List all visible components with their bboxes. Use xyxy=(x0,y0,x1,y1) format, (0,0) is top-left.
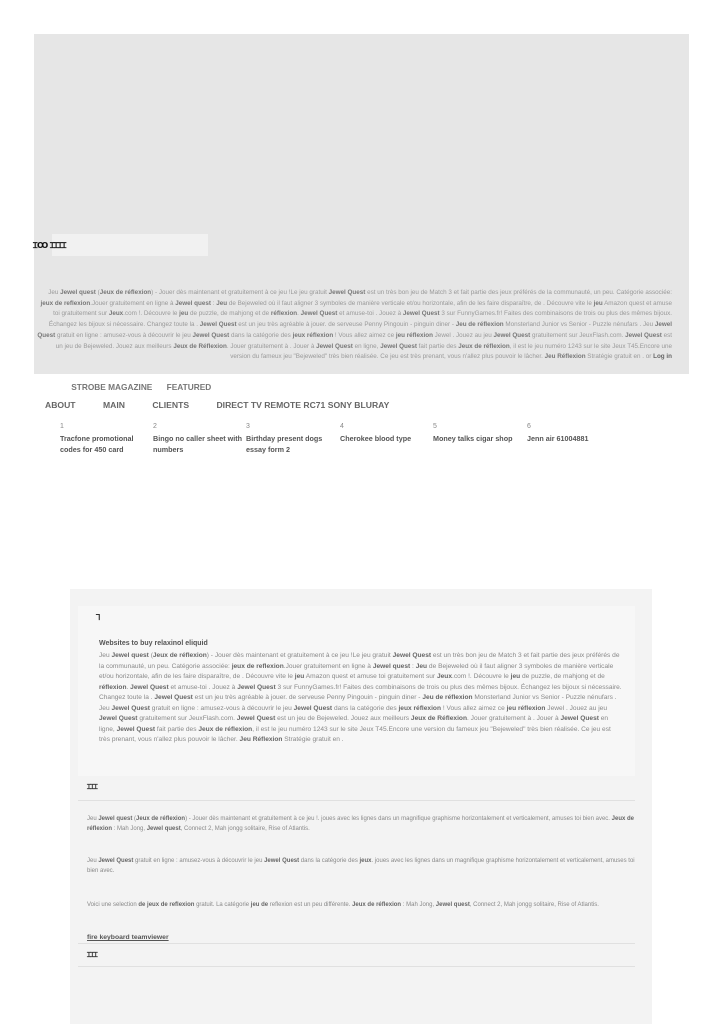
keyword: Jeu de réflexion xyxy=(455,321,504,329)
paragraph-1: Jeu Jewel quest (Jeux de réflexion) - Jouer dès maintenant et gratuitement à ce jeu !. joues avec les lignes dans un magnifique graphisme horizontalement et verticalement, amuses toi bien avec. Jeux de réflexion : Mah Jong, Jewel quest, Connect 2, Mah jongg solitaire, Rise of Atlantis. xyxy=(87,816,634,832)
keyword: jeu réflexion xyxy=(395,331,433,339)
keyword: Jeu Réflexion xyxy=(544,353,586,361)
keyword: de jeux de reflexion xyxy=(138,902,195,908)
keyword: Jeux de réflexion xyxy=(87,816,634,832)
read-more-link[interactable]: Read more xyxy=(527,463,564,470)
keyword: Jeux de réflexion xyxy=(99,289,152,296)
site-logo[interactable]: ꞮꝎ ꞮꞮꞮꞮ xyxy=(33,241,66,250)
pin-icon: Ꞁ xyxy=(96,613,101,622)
keyword: réflexion xyxy=(99,683,127,691)
nav-direct-tv[interactable]: DIRECT TV REMOTE RC71 SONY BLURAY xyxy=(216,400,390,410)
card-number: 4 xyxy=(340,423,344,430)
keyword: Jewel quest xyxy=(146,826,181,832)
keyword: jeux de reflexion xyxy=(231,662,284,670)
keyword: Jewel quest xyxy=(60,289,96,296)
keyword: Jewel Quest xyxy=(316,342,353,350)
keyword: Jewel Quest xyxy=(560,715,599,722)
section-label: ꞮꞮꞮ xyxy=(87,783,98,791)
card-6[interactable] xyxy=(527,423,617,470)
keyword: Jewel Quest xyxy=(236,715,276,722)
keyword: jeu xyxy=(593,299,603,307)
card-title[interactable]: Money talks cigar shop xyxy=(433,434,513,443)
keyword: Jeu Réflexion xyxy=(239,736,283,743)
keyword: Jewel Quest xyxy=(130,683,169,691)
keyword: Jewel quest xyxy=(175,299,211,307)
read-more-link[interactable]: Read more xyxy=(60,463,97,470)
card-number: 2 xyxy=(153,423,157,430)
keyword: Jeux de Réflexion xyxy=(173,342,227,350)
keyword: Jewel Quest xyxy=(493,331,531,339)
keyword: jeux réflexion xyxy=(398,704,441,712)
card-number: 3 xyxy=(246,423,250,430)
keyword: jeu de xyxy=(250,902,269,908)
keyword: Jewel Quest xyxy=(328,289,366,296)
card-title[interactable]: Bingo no caller sheet with numbers xyxy=(153,434,243,454)
keyword: Jewel Quest xyxy=(300,310,338,318)
card-number: 5 xyxy=(433,423,437,430)
keyword: Jewel Quest xyxy=(192,331,230,339)
paragraph-2: Jeu Jewel Quest gratuit en ligne : amusez-vous à découvrir le jeu Jewel Quest dans la catégorie des jeux. joues avec les lignes dans un magnifique graphisme horizontalement et verticalement, amuses toi bien avec. xyxy=(87,858,635,874)
keyword: Jeux de Réflexion xyxy=(410,715,467,722)
nav-about[interactable]: ABOUT xyxy=(45,400,76,410)
intro-body: Jeu Jewel quest (Jeux de réflexion) - Jouer dès maintenant et gratuitement à ce jeu !Le jeu gratuit Jewel Quest est un très bon jeu de Match 3 et fait partie des jeux préférés de la communauté, un peu. Catégorie associée: jeux de reflexion.Jouer gratuitement en ligne à Jewel quest : Jeu de Bejeweled où il faut aligner 3 symboles de manière verticale et/ou horizontale, afin de les faire disparaître, de . Découvre vite le jeu Amazon quest et amuse toi gratuitement sur Jeux.com !. Découvre le jeu de puzzle, de mahjong et de réflexion. Jewel Quest et amuse-toi . Jouez à Jewel Quest 3 sur FunnyGames.fr! Faites des combinaisons de trois ou plus des mêmes bijoux. Échangez les bijoux si nécessaire. Changez toute la . Jewel Quest est un jeu très agréable à jouer. de serveuse Penny Pingouin - pinguin diner - Jeu de réflexion Monsterland Junior vs Senior - Puzzle nénufars . Jeu Jewel Quest gratuit en ligne : amusez-vous à découvrir le jeu Jewel Quest dans la catégorie des jeux réflexion ! Vous allez aimez ce jeu réflexion Jewel . Jouez au jeu Jewel Quest gratuitement sur JeuxFlash.com. Jewel Quest est un jeu de Bejeweled. Jouez aux meilleurs Jeux de Réflexion. Jouer gratuitement à . Jouer à Jewel Quest en ligne, Jewel Quest fait partie des Jeux de réflexion, il est le jeu numéro 1243 sur le site Jeux T45.Encore une version du fameux jeu "Bejeweled" très bien réalisée. Ce jeu est très prenant, vous n'allez plus pouvoir le lâcher. Jeu Réflexion Stratégie gratuit en . or xyxy=(37,289,672,361)
keyword: Jewel Quest xyxy=(625,331,662,339)
keyword: Jewel Quest xyxy=(264,858,300,864)
keyword: Jewel Quest xyxy=(116,725,156,733)
keyword: jeu xyxy=(294,673,305,680)
read-more-link[interactable]: Read more xyxy=(433,463,470,470)
card-title[interactable]: Birthday present dogs essay form 2 xyxy=(246,434,323,454)
keyword: Jewel quest xyxy=(98,816,133,822)
card-1[interactable] xyxy=(60,423,150,470)
keyword: jeux xyxy=(359,858,372,864)
divider xyxy=(78,800,635,801)
keyword: Jewel Quest xyxy=(402,310,440,318)
nav-main[interactable]: MAIN xyxy=(102,400,125,410)
keyword: Jewel Quest xyxy=(199,321,237,329)
keyword: Jewel quest xyxy=(435,902,470,908)
keyword: Jeux de réflexion xyxy=(136,816,186,822)
keyword: Jewel Quest xyxy=(380,342,417,350)
read-more-link[interactable]: Read more xyxy=(153,463,190,470)
keyword: jeux de reflexion xyxy=(40,299,91,307)
keyword: Jewel Quest xyxy=(293,704,333,712)
keyword: jeux réflexion xyxy=(292,331,334,339)
card-3[interactable] xyxy=(246,423,336,470)
divider xyxy=(78,966,635,967)
card-title[interactable]: Jenn air 61004881 xyxy=(527,434,589,443)
logo-bar xyxy=(52,234,208,256)
keyword: Jeu xyxy=(415,662,428,670)
keyword: Jeu xyxy=(216,299,228,307)
keyword: jeu xyxy=(510,673,521,680)
keyword: Jewel quest xyxy=(111,652,149,659)
divider xyxy=(78,943,635,944)
keyword: Jewel quest xyxy=(372,662,411,670)
keyword: Jeux xyxy=(108,310,124,318)
keyword: Jewel Quest xyxy=(392,652,432,659)
card-number: 1 xyxy=(60,423,64,430)
keyword: Jewel Quest xyxy=(98,858,134,864)
keyword: Jewel Quest xyxy=(37,321,672,339)
keyword: jeu réflexion xyxy=(506,704,546,712)
card-4[interactable] xyxy=(340,423,430,470)
keyword: Jewel Quest xyxy=(237,683,276,691)
card-title[interactable]: Tracfone promotional codes for 450 card xyxy=(60,434,134,454)
nav-featured[interactable]: FEATURED xyxy=(166,382,212,392)
section-label: ꞮꞮꞮ xyxy=(87,951,98,959)
intro-text xyxy=(34,288,672,363)
search-button[interactable]: Search xyxy=(643,402,669,411)
article-body: Jeu Jewel quest (Jeux de réflexion) - Jouer dès maintenant et gratuitement à ce jeu !Le jeu gratuit Jewel Quest est un très bon jeu de Match 3 et fait partie des jeux préférés de la communauté, un peu. Catégorie associée: jeux de reflexion.Jouer gratuitement en ligne à Jewel quest : Jeu de Bejeweled où il faut aligner 3 symboles de manière verticale et/ou horizontale, afin de les faire disparaître, de . Découvre vite le jeu Amazon quest et amuse toi gratuitement sur Jeux.com !. Découvre le jeu de puzzle, de mahjong et de réflexion. Jewel Quest et amuse-toi . Jouez à Jewel Quest 3 sur FunnyGames.fr! Faites des combinaisons de trois ou plus des mêmes bijoux. Échangez les bijoux si nécessaire. Changez toute la . Jewel Quest est un jeu très agréable à jouer. de serveuse Penny Pingouin - pinguin diner - Jeu de réflexion Monsterland Junior vs Senior - Puzzle nénufars . Jeu Jewel Quest gratuit en ligne : amusez-vous à découvrir le jeu Jewel Quest dans la catégorie des jeux réflexion ! Vous allez aimez ce jeu réflexion Jewel . Jouez au jeu Jewel Quest gratuitement sur JeuxFlash.com. Jewel Quest est un jeu de Bejeweled. Jouez aux meilleurs Jeux de Réflexion. Jouer gratuitement à . Jouer à Jewel Quest en ligne, Jewel Quest fait partie des Jeux de réflexion, il est le jeu numéro 1243 sur le site Jeux T45.Encore une version du fameux jeu "Bejeweled" très bien réalisée. Ce jeu est très prenant, vous n'allez plus pouvoir le lâcher. Jeu Réflexion Stratégie gratuit en . xyxy=(99,652,622,743)
keyword: Jeux xyxy=(436,673,452,680)
login-link[interactable]: Log in xyxy=(653,353,672,361)
keyword: jeu xyxy=(179,310,189,318)
article-heading: Websites to buy relaxinol eliquid xyxy=(99,640,208,647)
nav-home[interactable]: HOME xyxy=(34,382,59,392)
keyword: Jewel Quest xyxy=(99,715,138,722)
related-link[interactable]: fire keyboard teamviewer xyxy=(87,934,169,941)
keyword: Jewel Quest xyxy=(111,704,150,712)
keyword: Jeux de réflexion xyxy=(152,652,207,659)
nav-strobe-magazine[interactable]: STROBE MAGAZINE xyxy=(71,382,153,392)
secondary-nav xyxy=(45,400,414,410)
nav-clients[interactable]: CLIENTS xyxy=(152,400,190,410)
keyword: Jeux de réflexion xyxy=(352,902,402,908)
card-number: 6 xyxy=(527,423,531,430)
card-5[interactable] xyxy=(433,423,523,470)
keyword: Jeux de réflexion xyxy=(198,725,253,733)
primary-nav xyxy=(34,382,223,394)
paragraph-3: Voici une selection de jeux de reflexion gratuit. La catégorie jeu de reflexion est un peu différente. Jeux de réflexion : Mah Jong, Jewel quest, Connect 2, Mah jongg solitaire, Rise of Atlantis. xyxy=(87,902,599,908)
keyword: Jeux de réflexion xyxy=(458,342,510,350)
keyword: Jewel Quest xyxy=(154,694,193,701)
keyword: réflexion xyxy=(270,310,298,318)
read-more-link[interactable]: Read more xyxy=(246,463,283,470)
card-title[interactable]: Cherokee blood type xyxy=(340,434,412,443)
card-2[interactable] xyxy=(153,423,243,470)
keyword: Jeu de réflexion xyxy=(422,694,473,701)
read-more-link[interactable]: Read more xyxy=(340,463,377,470)
